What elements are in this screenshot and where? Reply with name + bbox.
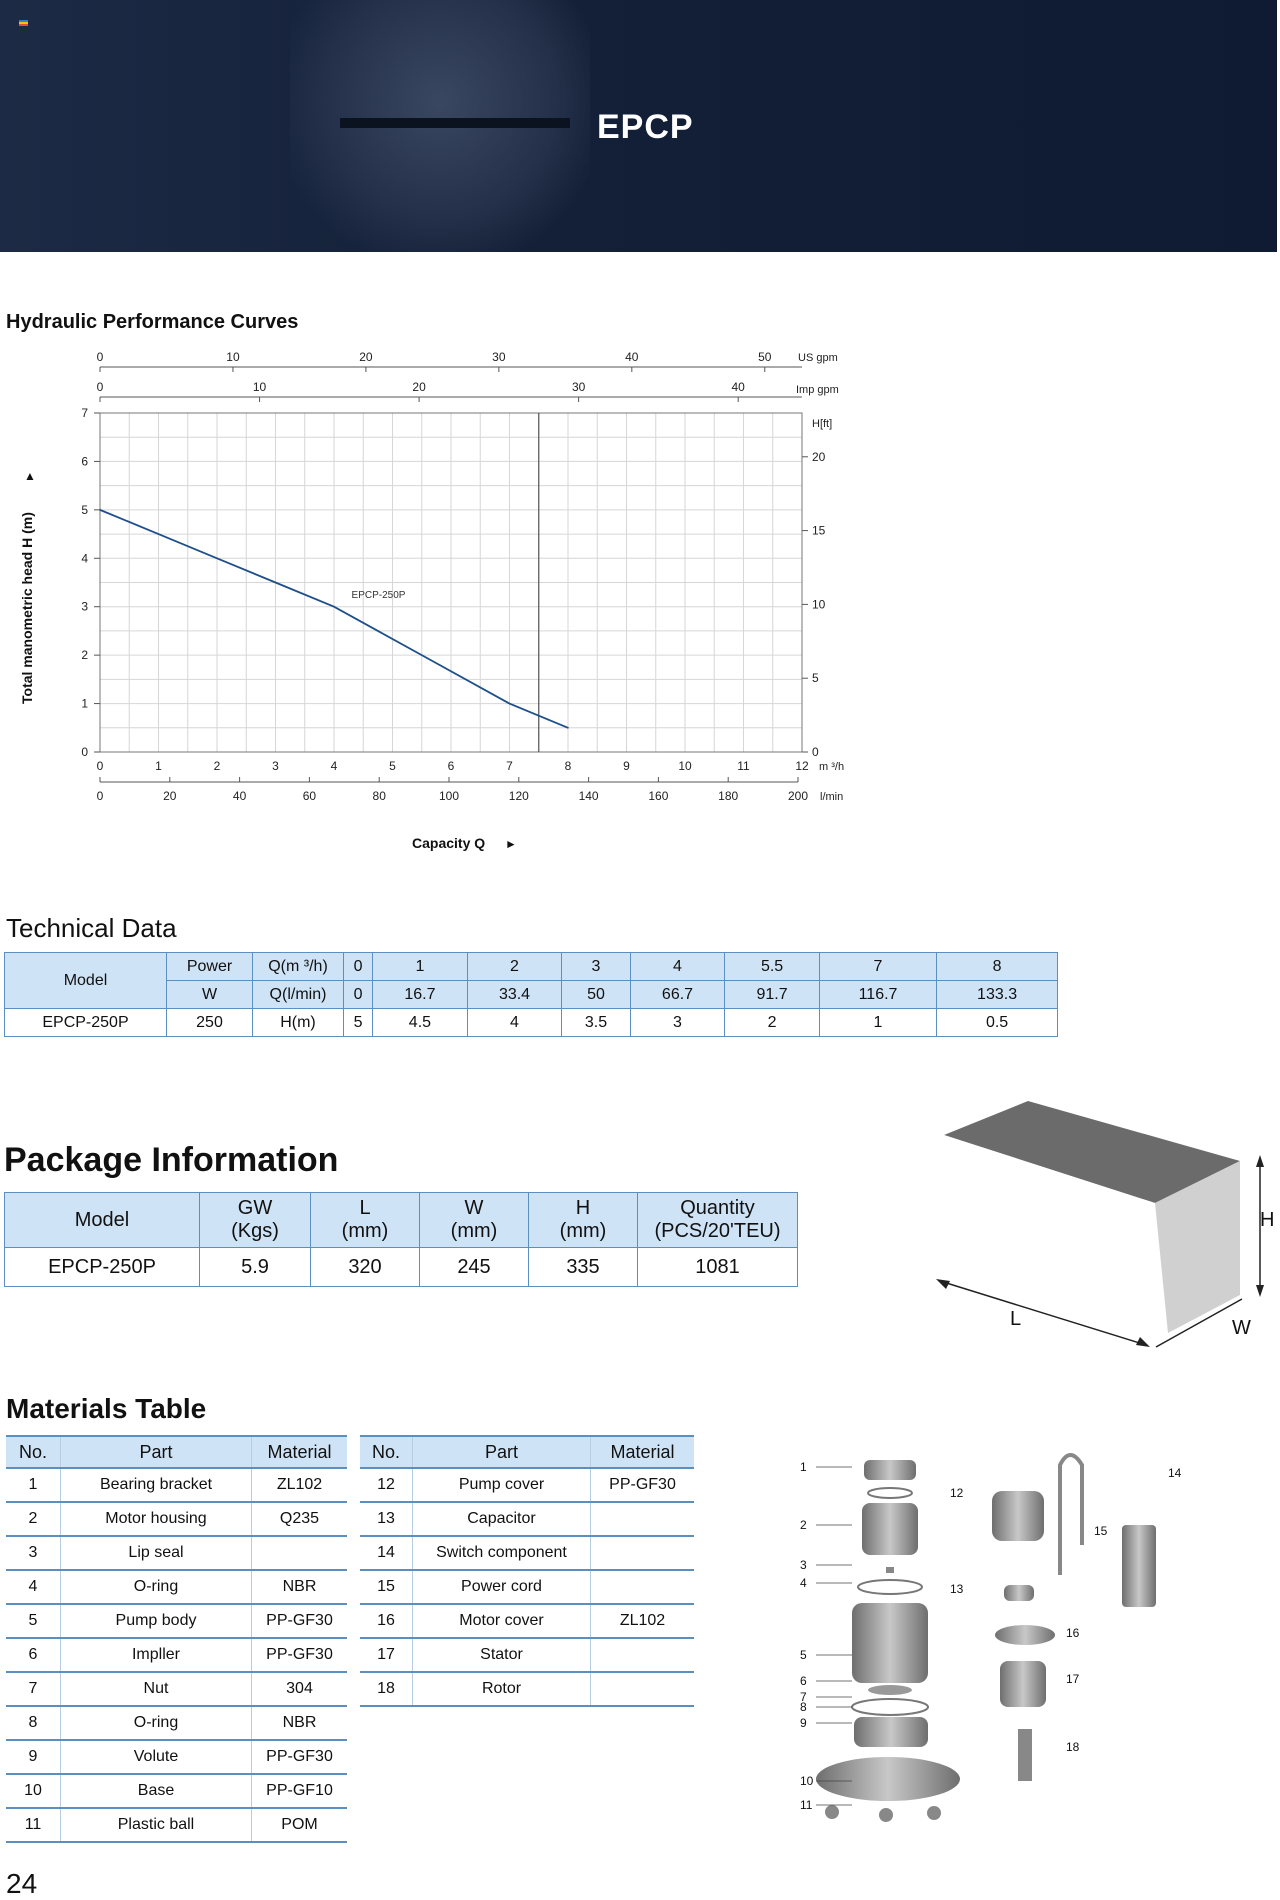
tech-h-cell: 2 — [725, 1009, 820, 1037]
x-lmin-tick-label: 60 — [302, 789, 317, 803]
mat-no-cell: 1 — [6, 1468, 61, 1502]
x-lmin-tick-label: 160 — [648, 789, 669, 803]
table-row — [6, 1468, 347, 1502]
part-volute — [854, 1717, 928, 1747]
mat-no-cell: 12 — [360, 1468, 413, 1502]
curves-title: Hydraulic Performance Curves — [6, 311, 299, 333]
arrow-head-icon — [1256, 1285, 1264, 1297]
x-lmin-tick-label: 80 — [372, 789, 386, 803]
mat-material-cell: PP-GF30 — [252, 1638, 348, 1672]
mat-no-cell: 7 — [6, 1672, 61, 1706]
y-tick-label: 4 — [81, 551, 88, 566]
x-impgpm-tick-label: 10 — [252, 380, 267, 394]
x-lmin-tick-label: 120 — [508, 789, 529, 803]
callout-number: 5 — [800, 1648, 807, 1662]
tech-qlmin-cell: 0 — [344, 981, 373, 1009]
pkg-model-cell: EPCP-250P — [5, 1248, 200, 1287]
x-lmin-tick-label: 180 — [718, 789, 739, 803]
tech-qlmin-cell: 50 — [562, 981, 630, 1009]
part-stator — [1000, 1661, 1046, 1707]
x-usgpm-tick-label: 20 — [359, 350, 373, 364]
part-plastic-ball — [927, 1806, 941, 1820]
x-axis-arrow-icon: ► — [505, 837, 517, 851]
arrow-head-icon — [1136, 1337, 1150, 1347]
part-capacitor — [1004, 1585, 1034, 1601]
x-usgpm-tick-label: 40 — [625, 350, 639, 364]
pkg-model-header: Model — [5, 1193, 200, 1248]
x-tick-label: 3 — [272, 759, 279, 773]
callout-number: 13 — [950, 1582, 964, 1596]
table-row — [360, 1604, 694, 1638]
table-row — [360, 1672, 694, 1706]
mat-no-cell: 15 — [360, 1570, 413, 1604]
mat-material-cell — [591, 1672, 695, 1706]
page-number: 24 — [6, 1868, 38, 1899]
y-right-tick-label: 20 — [812, 449, 826, 464]
mat-part-header: Part — [61, 1436, 252, 1468]
x-tick-label: 10 — [678, 759, 692, 773]
x-lmin-tick-label: 200 — [787, 789, 809, 803]
technical-data-table — [4, 952, 1058, 1037]
mat-no-cell: 11 — [6, 1808, 61, 1842]
tech-model-cell: EPCP-250P — [5, 1009, 167, 1037]
table-row — [6, 1638, 347, 1672]
tech-qm3h-cell: 7 — [819, 953, 936, 981]
x-lmin-unit-label: l/min — [820, 791, 844, 803]
x-tick-label: 8 — [564, 759, 572, 773]
table-row — [360, 1570, 694, 1604]
mat-material-cell: PP-GF10 — [252, 1774, 348, 1808]
part-base — [816, 1757, 960, 1801]
x-tick-label: 4 — [330, 759, 338, 773]
callout-number: 1 — [800, 1460, 807, 1474]
tech-qm3h-cell: 5.5 — [725, 953, 820, 981]
tech-power-unit: W — [167, 981, 253, 1009]
tech-qlmin-cell: 133.3 — [937, 981, 1058, 1009]
x-lmin-tick-label: 0 — [96, 789, 104, 803]
x-usgpm-unit-label: US gpm — [798, 352, 838, 364]
box-length-label: L — [1010, 1308, 1022, 1330]
flag-icon — [19, 20, 28, 26]
callout-number: 2 — [800, 1518, 807, 1532]
y-tick-label: 7 — [81, 406, 88, 420]
x-lmin-tick-label: 140 — [578, 789, 599, 803]
tech-h-cell: 3.5 — [562, 1009, 630, 1037]
y-axis-arrow-icon: ▲ — [24, 469, 36, 483]
mat-part-cell: Motor housing — [61, 1502, 252, 1536]
mat-part-cell: Capacitor — [413, 1502, 591, 1536]
pkg-gw-cell: 5.9 — [200, 1248, 311, 1287]
data-point — [567, 727, 569, 729]
mat-part-cell: Switch component — [413, 1536, 591, 1570]
mat-no-cell: 13 — [360, 1502, 413, 1536]
tech-qlmin-cell: 33.4 — [467, 981, 562, 1009]
data-point — [216, 557, 218, 559]
tech-h-cell: 4 — [467, 1009, 562, 1037]
tech-qlmin-cell: 66.7 — [630, 981, 725, 1009]
tech-qm3h-cell: 2 — [467, 953, 562, 981]
pkg-l-cell: 320 — [311, 1248, 420, 1287]
part-rotor — [1018, 1729, 1032, 1781]
part-ring — [868, 1488, 912, 1498]
pump-band-image — [340, 118, 570, 128]
x-impgpm-tick-label: 30 — [571, 380, 586, 394]
table-row — [6, 1808, 347, 1842]
mat-part-cell: Rotor — [413, 1672, 591, 1706]
y-right-unit-label: H[ft] — [812, 418, 833, 430]
tech-qlmin-header: Q(l/min) — [253, 981, 344, 1009]
table-row — [5, 1248, 798, 1287]
mat-material-cell — [252, 1536, 348, 1570]
performance-chart — [0, 345, 900, 855]
mat-material-cell: NBR — [252, 1706, 348, 1740]
tech-h-cell: 0.5 — [937, 1009, 1058, 1037]
tech-qm3h-cell: 1 — [373, 953, 468, 981]
callout-number: 17 — [1066, 1672, 1080, 1686]
table-row — [6, 1740, 347, 1774]
x-tick-label: 7 — [506, 759, 513, 773]
table-row — [6, 1774, 347, 1808]
package-box-diagram — [910, 1095, 1280, 1355]
mat-material-cell: ZL102 — [252, 1468, 348, 1502]
materials-table-right — [360, 1435, 694, 1707]
x-axis-label: Capacity Q — [412, 835, 486, 851]
x-impgpm-tick-label: 0 — [96, 380, 104, 394]
tech-qm3h-cell: 8 — [937, 953, 1058, 981]
mat-material-cell — [591, 1502, 695, 1536]
mat-material-cell: PP-GF30 — [252, 1740, 348, 1774]
pkg-h-cell: 335 — [529, 1248, 638, 1287]
mat-material-cell: NBR — [252, 1570, 348, 1604]
callout-number: 10 — [800, 1774, 814, 1788]
mat-no-cell: 14 — [360, 1536, 413, 1570]
part-plastic-ball — [879, 1808, 893, 1822]
y-right-tick-label: 5 — [812, 671, 819, 686]
callout-number: 16 — [1066, 1626, 1080, 1640]
box-height-label: H — [1260, 1209, 1275, 1231]
x-unit-label: m ³/h — [819, 761, 845, 773]
mat-part-cell: Volute — [61, 1740, 252, 1774]
mat-material-cell: ZL102 — [591, 1604, 695, 1638]
x-lmin-tick-label: 40 — [232, 789, 247, 803]
mat-part-cell: Lip seal — [61, 1536, 252, 1570]
chart-axes — [81, 350, 844, 803]
mat-no-header: No. — [6, 1436, 61, 1468]
mat-part-cell: Power cord — [413, 1570, 591, 1604]
mat-material-header: Material — [252, 1436, 348, 1468]
mat-part-cell: Impller — [61, 1638, 252, 1672]
tech-qm3h-cell: 3 — [562, 953, 630, 981]
y-right-tick-label: 15 — [812, 523, 826, 538]
mat-part-cell: Pump cover — [413, 1468, 591, 1502]
mat-part-cell: O-ring — [61, 1706, 252, 1740]
callout-number: 3 — [800, 1558, 807, 1572]
pkg-gw-header: GW (Kgs) — [200, 1193, 311, 1248]
mat-no-cell: 18 — [360, 1672, 413, 1706]
part-motor-housing — [862, 1503, 918, 1555]
pkg-qty-cell: 1081 — [638, 1248, 798, 1287]
data-point — [333, 606, 335, 608]
data-point — [158, 533, 160, 535]
mat-part-cell: Plastic ball — [61, 1808, 252, 1842]
tech-h-header: H(m) — [253, 1009, 344, 1037]
part-motor-cover — [995, 1625, 1055, 1645]
pkg-qty-header: Quantity (PCS/20'TEU) — [638, 1193, 798, 1248]
callout-number: 6 — [800, 1674, 807, 1688]
mat-no-cell: 2 — [6, 1502, 61, 1536]
mat-part-cell: O-ring — [61, 1570, 252, 1604]
part-o-ring — [852, 1699, 928, 1715]
mat-no-cell: 8 — [6, 1706, 61, 1740]
table-row — [360, 1502, 694, 1536]
data-point — [421, 654, 423, 656]
mat-no-cell: 5 — [6, 1604, 61, 1638]
callout-number: 14 — [1168, 1466, 1182, 1480]
technical-title: Technical Data — [6, 913, 177, 943]
data-point — [275, 582, 277, 584]
x-tick-label: 5 — [389, 759, 396, 773]
y-tick-label: 2 — [81, 648, 88, 663]
tech-qm3h-cell: 4 — [630, 953, 725, 981]
part-power-cord — [1060, 1455, 1082, 1575]
mat-material-cell: 304 — [252, 1672, 348, 1706]
data-point — [509, 703, 511, 705]
header-banner — [0, 0, 1277, 252]
x-usgpm-tick-label: 10 — [226, 350, 240, 364]
arrow-head-icon — [1256, 1155, 1264, 1167]
callout-number: 12 — [950, 1486, 964, 1500]
x-tick-label: 9 — [623, 759, 630, 773]
mat-part-cell: Motor cover — [413, 1604, 591, 1638]
data-point — [99, 509, 101, 511]
table-row — [360, 1638, 694, 1672]
part-o-ring — [858, 1580, 922, 1594]
page-title: EPCP — [597, 108, 694, 146]
exploded-view-diagram — [760, 1425, 1220, 1845]
materials-title: Materials Table — [6, 1393, 207, 1424]
part-lip-seal — [886, 1567, 894, 1573]
part-switch-component — [1122, 1525, 1156, 1607]
table-row — [360, 1468, 694, 1502]
mat-material-cell: Q235 — [252, 1502, 348, 1536]
x-tick-label: 11 — [737, 759, 750, 773]
tech-model-header: Model — [5, 953, 167, 1009]
x-tick-label: 6 — [447, 759, 455, 773]
box-width-label: W — [1232, 1317, 1251, 1339]
y-tick-label: 6 — [81, 454, 88, 469]
callout-number: 18 — [1066, 1740, 1080, 1754]
tech-h-cell: 1 — [819, 1009, 936, 1037]
x-tick-label: 1 — [155, 759, 162, 773]
mat-part-cell: Stator — [413, 1638, 591, 1672]
mat-material-cell — [591, 1570, 695, 1604]
mat-no-cell: 9 — [6, 1740, 61, 1774]
tech-power-cell: 250 — [167, 1009, 253, 1037]
pkg-h-header: H (mm) — [529, 1193, 638, 1248]
mat-material-header: Material — [591, 1436, 695, 1468]
x-lmin-tick-label: 100 — [438, 789, 460, 803]
table-row — [6, 1706, 347, 1740]
mat-no-header: No. — [360, 1436, 413, 1468]
part-bearing-bracket — [864, 1460, 916, 1480]
y-axis-label: Total manometric head H (m) — [19, 512, 35, 704]
x-usgpm-tick-label: 50 — [758, 350, 772, 364]
materials-table-left — [6, 1435, 347, 1843]
y-right-tick-label: 10 — [812, 597, 826, 612]
x-tick-label: 2 — [213, 759, 221, 773]
package-table — [4, 1192, 798, 1287]
tech-h-cell: 4.5 — [373, 1009, 468, 1037]
pkg-l-header: L (mm) — [311, 1193, 420, 1248]
part-pump-body — [852, 1603, 928, 1683]
package-title: Package Information — [4, 1141, 339, 1179]
series-label: EPCP-250P — [351, 589, 406, 601]
callout-number: 11 — [800, 1798, 813, 1812]
y-right-tick-label: 0 — [812, 745, 819, 759]
table-row — [360, 1536, 694, 1570]
table-row — [6, 1672, 347, 1706]
callout-number: 8 — [800, 1700, 807, 1714]
y-tick-label: 3 — [81, 599, 88, 614]
tech-h-cell: 5 — [344, 1009, 373, 1037]
table-row — [6, 1536, 347, 1570]
mat-no-cell: 16 — [360, 1604, 413, 1638]
y-tick-label: 5 — [81, 502, 88, 517]
x-impgpm-unit-label: Imp gpm — [796, 384, 839, 396]
x-impgpm-tick-label: 40 — [731, 380, 745, 394]
mat-material-cell — [591, 1638, 695, 1672]
table-row — [6, 1502, 347, 1536]
mat-material-cell — [591, 1536, 695, 1570]
mat-material-cell: PP-GF30 — [252, 1604, 348, 1638]
mat-no-cell: 6 — [6, 1638, 61, 1672]
callout-number: 4 — [800, 1576, 807, 1590]
x-tick-label: 12 — [795, 759, 809, 773]
y-tick-label: 0 — [81, 745, 88, 759]
table-row — [6, 1570, 347, 1604]
mat-material-cell: POM — [252, 1808, 348, 1842]
callout-number: 15 — [1094, 1524, 1108, 1538]
pkg-w-header: W (mm) — [420, 1193, 529, 1248]
mat-part-cell: Base — [61, 1774, 252, 1808]
tech-qlmin-cell: 91.7 — [725, 981, 820, 1009]
table-row — [5, 1009, 1058, 1037]
pkg-w-cell: 245 — [420, 1248, 529, 1287]
y-tick-label: 1 — [81, 696, 88, 711]
mat-part-header: Part — [413, 1436, 591, 1468]
tech-qlmin-cell: 16.7 — [373, 981, 468, 1009]
mat-no-cell: 3 — [6, 1536, 61, 1570]
tech-qm3h-cell: 0 — [344, 953, 373, 981]
mat-no-cell: 10 — [6, 1774, 61, 1808]
x-usgpm-tick-label: 30 — [492, 350, 506, 364]
x-lmin-tick-label: 20 — [163, 789, 177, 803]
part-impeller — [868, 1685, 912, 1695]
mat-no-cell: 17 — [360, 1638, 413, 1672]
part-pump-cover — [992, 1491, 1044, 1541]
x-usgpm-tick-label: 0 — [96, 350, 104, 364]
tech-qm3h-header: Q(m ³/h) — [253, 953, 344, 981]
mat-part-cell: Bearing bracket — [61, 1468, 252, 1502]
callout-number: 7 — [800, 1690, 807, 1704]
x-impgpm-tick-label: 20 — [412, 380, 426, 394]
part-plastic-ball — [825, 1805, 839, 1819]
mat-part-cell: Nut — [61, 1672, 252, 1706]
mat-part-cell: Pump body — [61, 1604, 252, 1638]
tech-h-cell: 3 — [630, 1009, 725, 1037]
mat-no-cell: 4 — [6, 1570, 61, 1604]
table-row — [6, 1604, 347, 1638]
tech-power-header: Power — [167, 953, 253, 981]
x-tick-label: 0 — [96, 759, 104, 773]
callout-number: 9 — [800, 1716, 807, 1730]
tech-qlmin-cell: 116.7 — [819, 981, 936, 1009]
mat-material-cell: PP-GF30 — [591, 1468, 695, 1502]
